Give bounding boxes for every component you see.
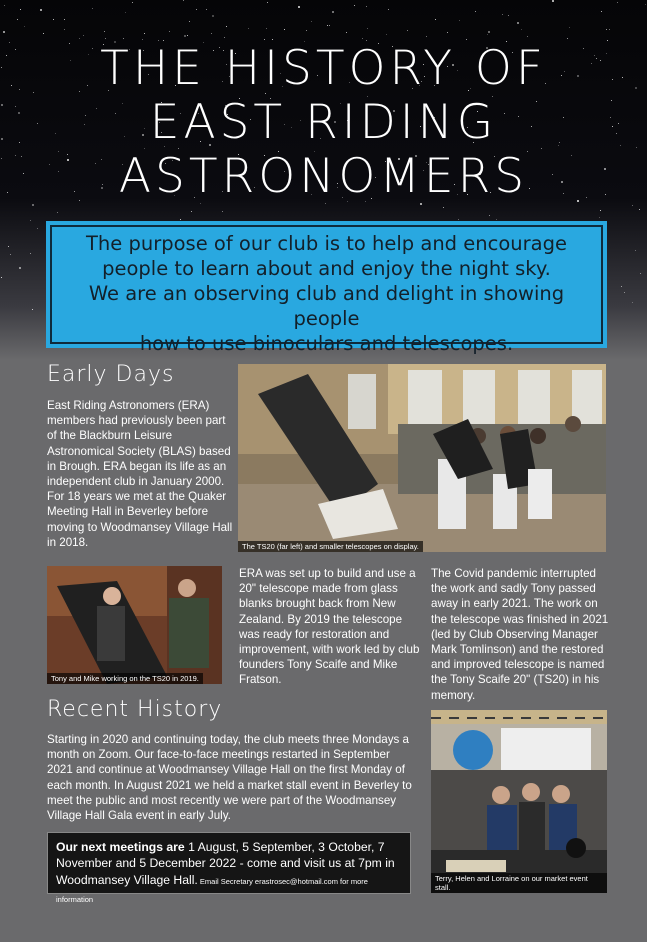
star-dot	[443, 207, 444, 208]
star-dot	[607, 40, 608, 41]
star-dot	[83, 35, 84, 36]
star-dot	[266, 28, 267, 29]
next-meetings-box	[47, 832, 411, 904]
star-dot	[272, 39, 273, 40]
star-dot	[222, 211, 223, 212]
star-dot	[298, 6, 300, 8]
star-dot	[169, 31, 170, 32]
star-dot	[489, 215, 490, 216]
purpose-box	[46, 221, 607, 355]
star-dot	[617, 2, 618, 3]
star-dot	[567, 38, 568, 39]
star-dot	[624, 292, 625, 293]
next-meetings-dates: 1 August, 5 September, 3 October, 7 November and 5 December 2022 - come and visit us at 7pm in Woodmansey Village Hall.	[56, 840, 395, 887]
star-dot	[635, 250, 636, 251]
star-dot	[19, 267, 21, 269]
star-dot	[621, 286, 622, 287]
star-dot	[125, 12, 126, 13]
star-dot	[30, 253, 31, 254]
star-dot	[639, 209, 640, 210]
star-dot	[10, 254, 11, 255]
star-dot	[362, 38, 363, 39]
star-dot	[435, 19, 436, 20]
star-dot	[191, 211, 192, 212]
star-dot	[517, 22, 519, 24]
star-dot	[329, 25, 330, 26]
star-dot	[447, 32, 448, 33]
star-dot	[32, 204, 34, 206]
early-days-paragraph-3: The Covid pandemic interrupted the work and sadly Tony passed away in early 2021. The work on the telescope was finished in 2021 (led by Club Observing Manager Mark Tomlinson) and the restored and improved telescope is named the Tony Scaife 20" (TS20) in his memory.	[431, 567, 609, 702]
star-dot	[142, 39, 143, 40]
star-dot	[79, 38, 80, 39]
page-title: THE HISTORY OF EAST RIDING ASTRONOMERS	[100, 41, 547, 204]
star-dot	[306, 30, 307, 31]
star-dot	[1, 277, 2, 278]
star-dot	[354, 5, 355, 6]
star-dot	[53, 19, 54, 20]
star-dot	[64, 19, 65, 20]
workshop-image	[47, 566, 222, 684]
star-dot	[606, 29, 607, 30]
recent-history-heading: Recent History	[47, 697, 223, 722]
star-dot	[8, 246, 9, 247]
star-dot	[37, 228, 38, 229]
star-dot	[502, 14, 503, 15]
star-dot	[367, 28, 368, 29]
star-dot	[640, 273, 641, 274]
market-stall-photo	[431, 710, 607, 893]
market-stall-photo-caption: Terry, Helen and Lorraine on our market event stall.	[431, 873, 607, 893]
recent-history-paragraph: Starting in 2020 and continuing today, the club meets three Mondays a month on Zoom. Our face-to-face meetings restarted in September 2021 and continue at Woodmansey Village Hall on the first Monday of each month. In August 2021 we held a market stall event in Beverley to meet the public and most recently we were part of the Woodmansey Village Hall Gala event in early July.	[47, 733, 412, 823]
workshop-photo	[47, 566, 222, 684]
star-dot	[609, 29, 610, 30]
hall-telescopes-image	[238, 364, 606, 552]
star-dot	[43, 33, 44, 34]
secretary-contact: Email Secretary erastrosec@hotmail.com for more information	[56, 876, 368, 904]
star-dot	[459, 20, 460, 21]
star-dot	[311, 21, 312, 22]
early-days-heading: Early Days	[47, 362, 175, 387]
star-dot	[180, 219, 181, 220]
hall-photo-caption: The TS20 (far left) and smaller telescopes on display.	[238, 541, 423, 552]
star-dot	[496, 219, 497, 220]
star-dot	[224, 37, 225, 38]
star-dot	[189, 21, 190, 22]
star-dot	[226, 26, 227, 27]
star-dot	[211, 33, 212, 34]
star-dot	[24, 26, 25, 27]
star-dot	[92, 8, 93, 9]
star-dot	[488, 31, 490, 33]
star-dot	[184, 35, 186, 37]
star-dot	[599, 217, 600, 218]
star-dot	[144, 33, 145, 34]
star-dot	[508, 15, 509, 16]
star-dot	[212, 15, 214, 17]
star-dot	[332, 11, 334, 13]
early-days-paragraph-1: East Riding Astronomers (ERA) members had previously been part of the Blackburn Leisure Astronomical Society (BLAS) based in Brough. ERA began its life as an independent club in January 2000. For 18 years we met at the Quaker Meeting Hall in Beverley before moving to Woodmansey Village Hall in 2018.	[47, 399, 233, 549]
star-dot	[57, 212, 58, 213]
star-dot	[64, 29, 65, 30]
purpose-text: The purpose of our club is to help and encourage people to learn about and enjoy the night sky. We are an observing club and delight in showing people how to use binoculars and telescopes.	[86, 232, 567, 355]
star-dot	[32, 309, 33, 310]
star-dot	[645, 4, 646, 5]
star-dot	[40, 9, 42, 11]
star-dot	[552, 0, 554, 2]
star-dot	[487, 34, 488, 35]
star-dot	[132, 2, 133, 3]
star-dot	[267, 2, 268, 3]
star-dot	[3, 31, 5, 33]
star-dot	[366, 6, 367, 7]
star-dot	[30, 220, 31, 221]
market-stall-image	[431, 710, 607, 893]
star-dot	[466, 39, 467, 40]
star-dot	[346, 32, 347, 33]
workshop-photo-caption: Tony and Mike working on the TS20 in 2019.	[47, 673, 203, 684]
star-dot	[388, 9, 389, 10]
star-dot	[632, 205, 633, 206]
star-dot	[196, 9, 197, 10]
star-dot	[248, 28, 249, 29]
star-dot	[632, 302, 633, 303]
star-dot	[600, 210, 601, 211]
star-dot	[386, 34, 387, 35]
star-dot	[527, 36, 528, 37]
star-dot	[569, 27, 570, 28]
star-dot	[426, 36, 427, 37]
star-dot	[601, 11, 602, 12]
early-days-paragraph-2: ERA was set up to build and use a 20" telescope made from glass blanks brought back from New Zealand. By 2019 the telescope was ready for restoration and improvement, with work led by club founders Tony Scaife and Mike Fratson.	[239, 567, 420, 687]
star-dot	[284, 29, 285, 30]
star-dot	[4, 5, 5, 6]
star-dot	[104, 31, 105, 32]
star-dot	[521, 29, 522, 30]
next-meetings-lead: Our next meetings are	[56, 840, 185, 854]
hall-telescopes-photo	[238, 364, 606, 552]
star-dot	[187, 35, 188, 36]
star-dot	[183, 0, 184, 1]
star-dot	[17, 19, 18, 20]
star-dot	[20, 9, 21, 10]
star-dot	[475, 11, 476, 12]
star-dot	[123, 38, 124, 39]
star-dot	[458, 219, 459, 220]
next-meetings-text	[56, 839, 402, 908]
star-dot	[327, 25, 328, 26]
star-dot	[206, 9, 207, 10]
star-dot	[264, 39, 265, 40]
star-dot	[105, 38, 106, 39]
star-dot	[407, 30, 408, 31]
